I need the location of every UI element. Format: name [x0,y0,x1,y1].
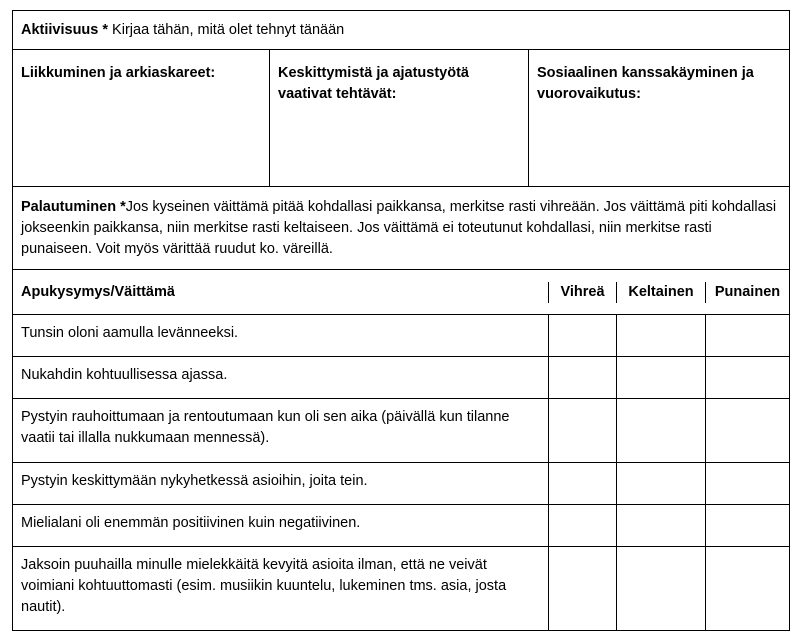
activity-title: Aktiivisuus * [21,21,109,38]
yellow-mark-cell[interactable] [616,505,705,546]
green-mark-cell[interactable] [548,547,616,630]
yellow-mark-cell[interactable] [616,399,705,462]
recovery-cell [13,187,789,269]
statement-text: Pystyin keskittymään nykyhetkessä asioihin, joita tein. [21,473,368,489]
category-social-cell[interactable] [528,50,789,186]
activity-recovery-form [12,10,790,631]
statement-text: Nukahdin kohtuullisessa ajassa. [21,367,228,383]
table-row [13,547,789,630]
header-green: Vihreä [548,282,616,303]
green-mark-cell[interactable] [548,463,616,504]
table-row [13,505,789,547]
recovery-title: Palautuminen * [21,199,126,215]
statement-text: Jaksoin puuhailla minulle mielekkäitä kevyitä asioita ilman, että ne veivät voimiani kohtuuttomasti (esim. musiikin kuuntelu, lukeminen tms. asia, josta nautit). [21,557,507,615]
red-mark-cell[interactable] [705,505,789,546]
category-social-label: Sosiaalinen kanssakäyminen ja vuorovaikutus: [537,65,754,102]
green-mark-cell[interactable] [548,357,616,398]
yellow-mark-cell[interactable] [616,547,705,630]
header-statement: Apukysymys/Väittämä [21,283,175,300]
red-mark-cell[interactable] [705,463,789,504]
statement-text: Pystyin rauhoittumaan ja rentoutumaan kun oli sen aika (päivällä kun tilanne vaatii tai illalla nukkumaan mennessä). [21,409,510,446]
yellow-mark-cell[interactable] [616,315,705,356]
green-mark-cell[interactable] [548,315,616,356]
table-row [13,463,789,505]
category-movement-label: Liikkuminen ja arkiaskareet: [21,65,216,81]
header-yellow: Keltainen [616,282,705,303]
header-red: Punainen [705,282,789,303]
yellow-mark-cell[interactable] [616,357,705,398]
red-mark-cell[interactable] [705,399,789,462]
red-mark-cell[interactable] [705,315,789,356]
statement-text: Tunsin oloni aamulla levänneeksi. [21,325,239,341]
table-row [13,315,789,357]
table-row [13,357,789,399]
red-mark-cell[interactable] [705,357,789,398]
recovery-row [13,187,789,270]
yellow-mark-cell[interactable] [616,463,705,504]
activity-instruction: Kirjaa tähän, mitä olet tehnyt tänään [108,21,345,38]
table-header-row [13,270,789,315]
recovery-instruction: Jos kyseinen väittämä pitää kohdallasi paikkansa, merkitse rasti vihreään. Jos väittämä piti kohdallasi jokseenkin paikkansa, niin merkitse rasti keltaiseen. Jos väittämä ei toteutunut kohdallasi, niin merkitse rasti punaiseen. Voit myös värittää ruudut ko. väreillä. [21,199,777,257]
green-mark-cell[interactable] [548,399,616,462]
category-movement-cell[interactable] [13,50,269,186]
category-focus-cell[interactable] [269,50,528,186]
red-mark-cell[interactable] [705,547,789,630]
activity-row [13,11,789,50]
statement-text: Mielialani oli enemmän positiivinen kuin negatiivinen. [21,515,361,531]
category-focus-label: Keskittymistä ja ajatustyötä vaativat tehtävät: [278,65,469,102]
green-mark-cell[interactable] [548,505,616,546]
table-row [13,399,789,463]
activity-cell[interactable] [13,20,789,41]
activity-categories-row [13,50,789,187]
